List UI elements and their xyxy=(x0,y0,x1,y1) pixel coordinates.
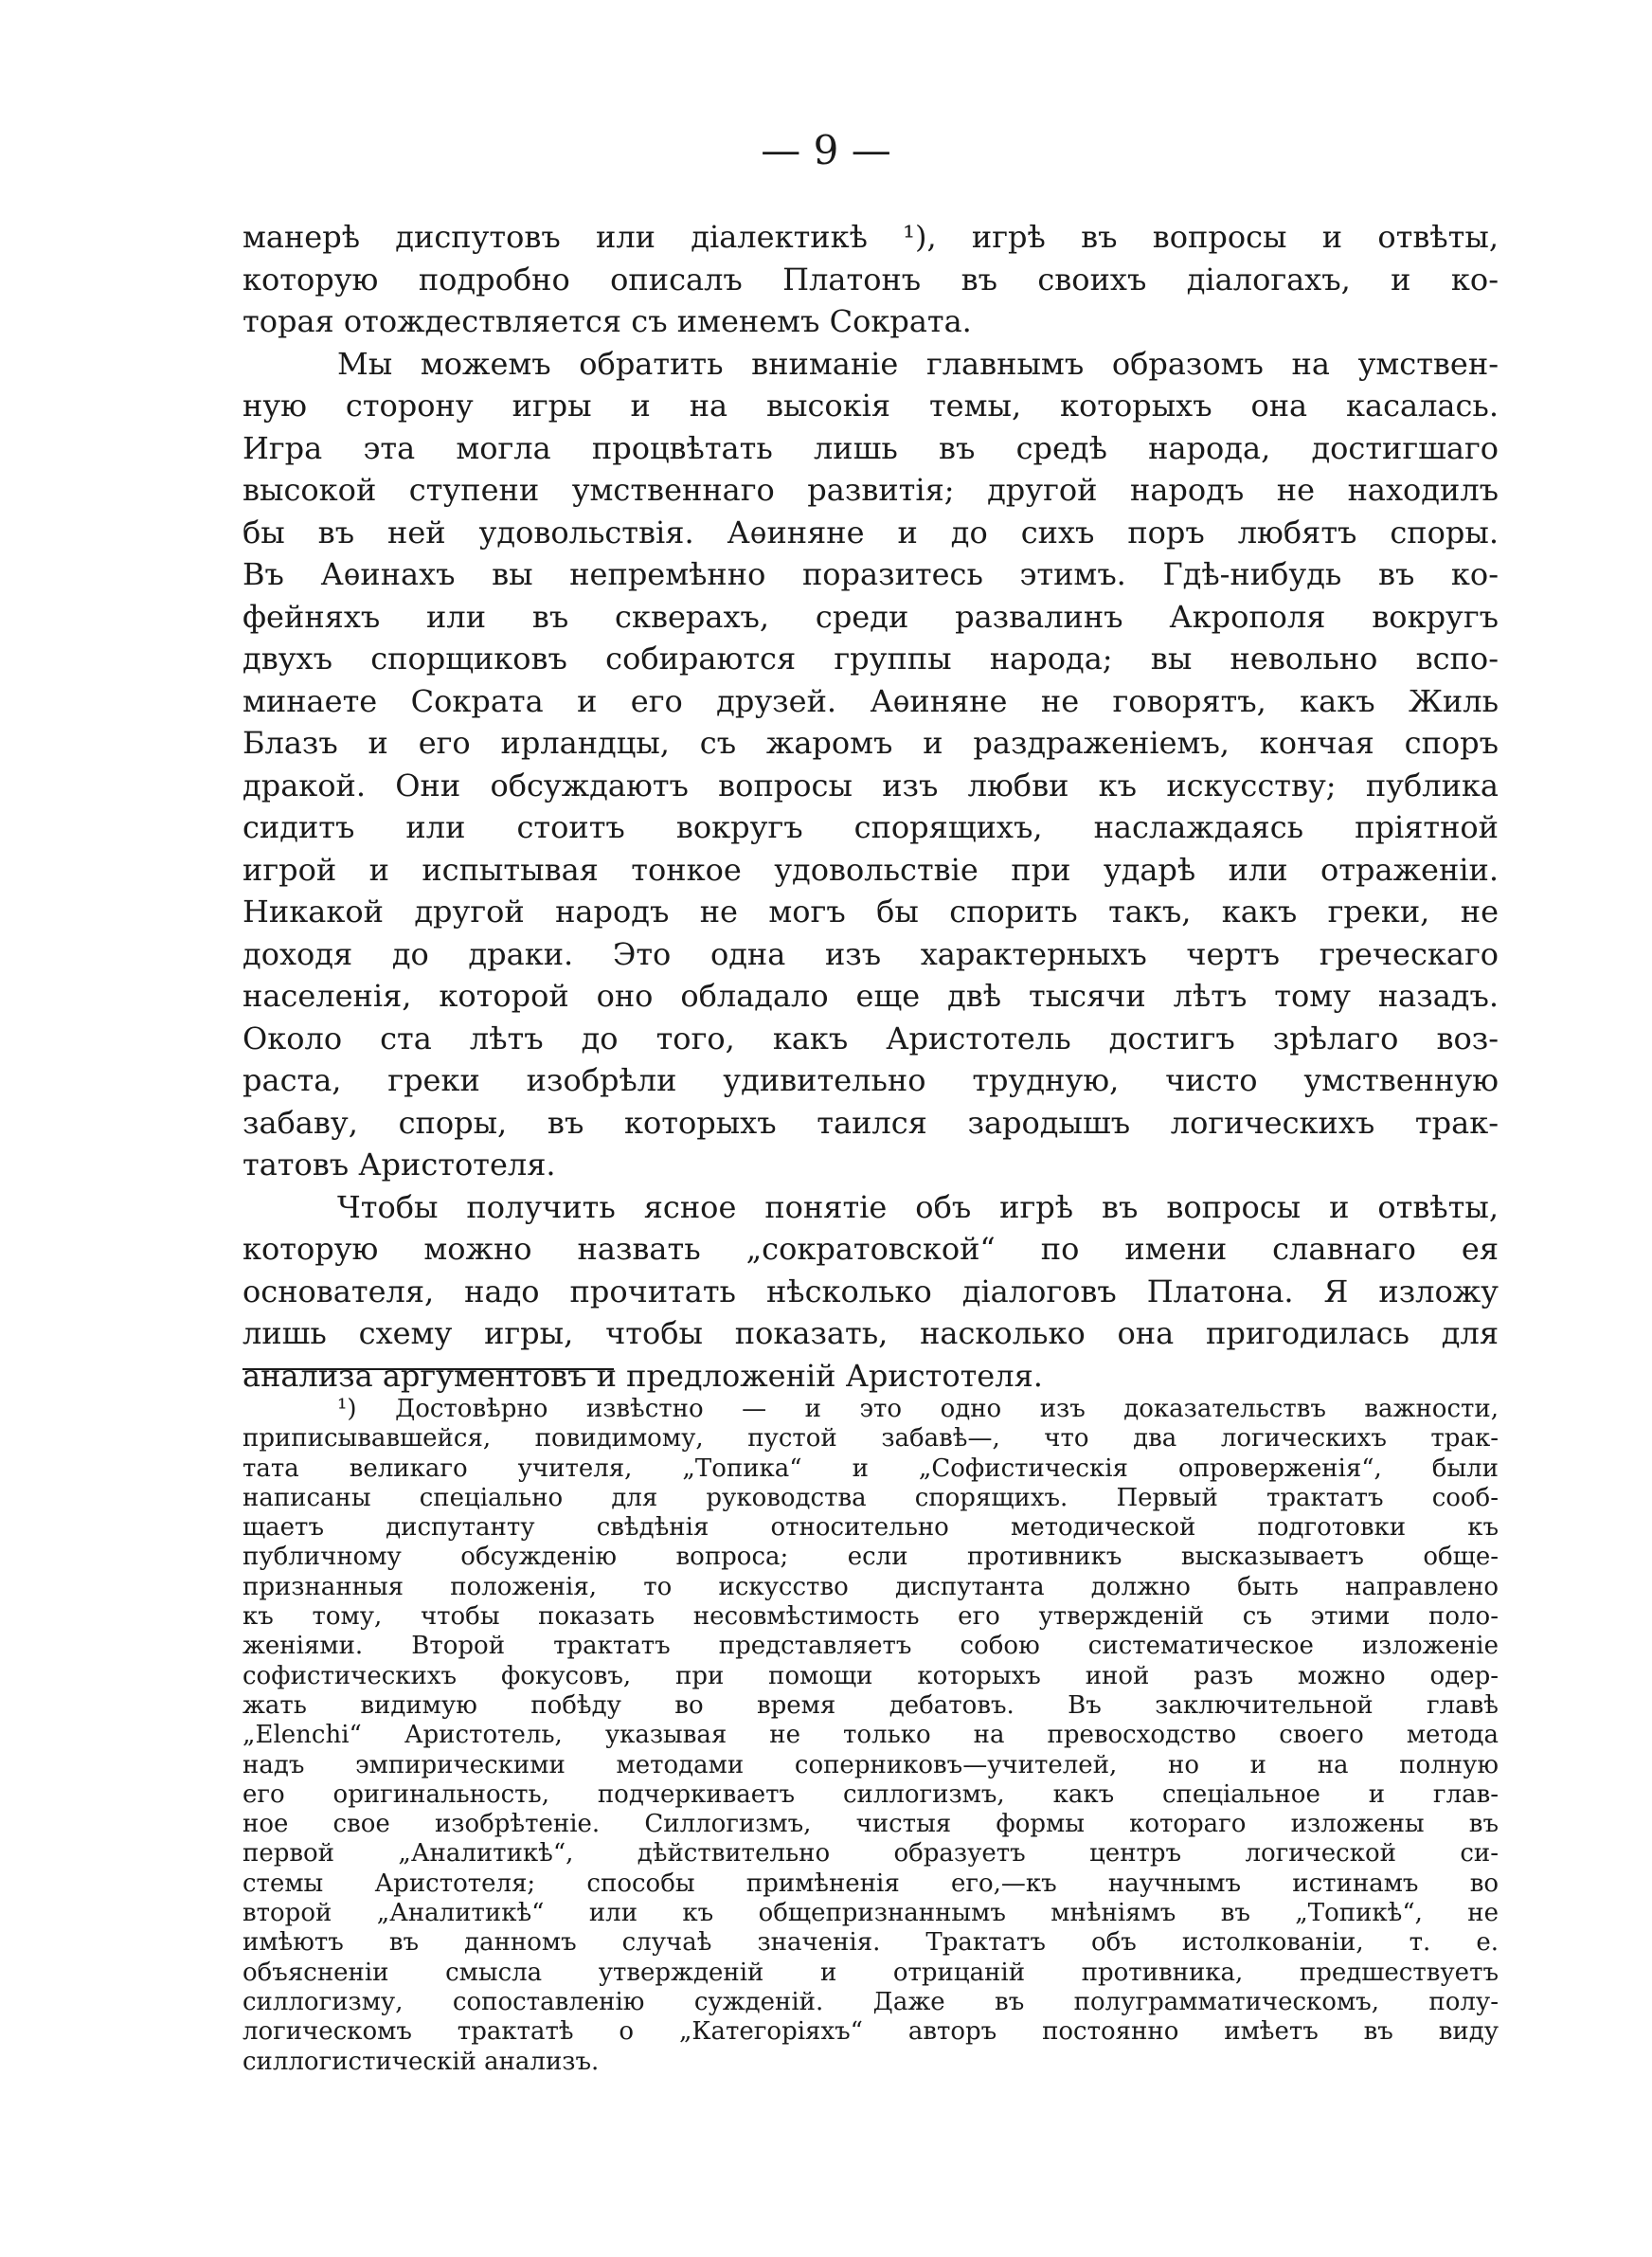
text-line: ную сторону игры и на высокія темы, которыхъ она касалась. xyxy=(242,388,1499,424)
text-line: населенія, которой оно обладало еще двѣ тысячи лѣтъ тому назадъ. xyxy=(242,978,1499,1014)
footnote-separator xyxy=(242,1368,614,1370)
paragraph xyxy=(242,216,1499,343)
footnote-line: его оригинальность, подчеркиваетъ силлогизмъ, какъ спеціальное и глав- xyxy=(242,1779,1499,1809)
footnote-line: написаны спеціально для руководства спорящихъ. Первый трактатъ сооб- xyxy=(242,1483,1499,1512)
text-line: Около ста лѣтъ до того, какъ Аристотель достигъ зрѣлаго воз- xyxy=(242,1020,1499,1056)
footnote-line: къ тому, чтобы показать несовмѣстимость его утвержденій съ этими поло- xyxy=(242,1602,1499,1632)
footnote-line: логическомъ трактатѣ о „Категоріяхъ“ авторъ постоянно имѣетъ въ виду xyxy=(242,2017,1499,2047)
footnote-line: приписывавшейся, повидимому, пустой забавѣ—, что два логическихъ трак- xyxy=(242,1424,1499,1454)
footnote-line: надъ эмпирическими методами соперниковъ—учителей, но и на полную xyxy=(242,1750,1499,1779)
footnote-line: тата великаго учителя, „Топика“ и „Софистическія опроверженія“, были xyxy=(242,1454,1499,1483)
text-line: Чтобы получить ясное понятіе объ игрѣ въ вопросы и отвѣты, xyxy=(337,1188,1499,1225)
footnote-line: имѣютъ въ данномъ случаѣ значенія. Трактатъ объ истолкованіи, т. е. xyxy=(242,1928,1499,1958)
paragraph xyxy=(242,343,1499,1186)
text-line: Мы можемъ обратить вниманіе главнымъ образомъ на умствен- xyxy=(337,345,1499,382)
footnote-line: силлогистическій анализъ. xyxy=(242,2047,600,2076)
text-line: бы въ ней удовольствія. Аѳиняне и до сихъ поръ любятъ споры. xyxy=(242,514,1499,551)
text-line: Игра эта могла процвѣтать лишь въ средѣ народа, достигшаго xyxy=(242,429,1499,466)
text-line: которую подробно описалъ Платонъ въ своихъ діалогахъ, и ко- xyxy=(242,261,1499,298)
text-line: Въ Аѳинахъ вы непремѣнно поразитесь этимъ. Гдѣ-нибудь въ ко- xyxy=(242,556,1499,592)
text-line: раста, греки изобрѣли удивительно трудную, чисто умственную xyxy=(242,1062,1499,1098)
text-line: двухъ спорщиковъ собираются группы народа; вы невольно вспо- xyxy=(242,641,1499,677)
text-line: Блазъ и его ирландцы, съ жаромъ и раздраженіемъ, кончая споръ xyxy=(242,725,1499,761)
text-line: манерѣ диспутовъ или діалектикѣ ¹), игрѣ въ вопросы и отвѣты, xyxy=(242,219,1499,255)
text-line: торая отождествляется съ именемъ Сократа. xyxy=(242,303,972,339)
text-line: дракой. Они обсуждаютъ вопросы изъ любви къ искусству; публика xyxy=(242,767,1499,803)
footnote-line: ное свое изобрѣтеніе. Силлогизмъ, чистыя формы котораго изложены въ xyxy=(242,1810,1499,1839)
footnote-line: первой „Аналитикѣ“, дѣйствительно образуетъ центръ логической си- xyxy=(242,1839,1499,1869)
footnote-line: объясненіи смысла утвержденій и отрицаній противника, предшествуетъ xyxy=(242,1958,1499,1987)
footnote-line: „Elenchi“ Аристотель, указывая не только на превосходство своего метода xyxy=(242,1721,1499,1750)
text-line: минаете Сократа и его друзей. Аѳиняне не говорятъ, какъ Жиль xyxy=(242,682,1499,719)
page-number: — 9 — xyxy=(761,127,891,173)
footnote-line: публичному обсужденію вопроса; если противникъ высказываетъ обще- xyxy=(242,1543,1499,1572)
text-line: Никакой другой народъ не могъ бы спорить такъ, какъ греки, не xyxy=(242,894,1499,930)
main-text xyxy=(242,216,1499,1397)
paragraph xyxy=(242,1186,1499,1398)
footnote-line: стемы Аристотеля; способы примѣненія его,—къ научнымъ истинамъ во xyxy=(242,1869,1499,1898)
text-line: высокой ступени умственнаго развитія; другой народъ не находилъ xyxy=(242,472,1499,508)
footnote-line: софистическихъ фокусовъ, при помощи которыхъ иной разъ можно одер- xyxy=(242,1661,1499,1690)
text-line: доходя до драки. Это одна изъ характерныхъ чертъ греческаго xyxy=(242,935,1499,972)
footnote-line: женіями. Второй трактатъ представляетъ собою систематическое изложеніе xyxy=(242,1632,1499,1661)
text-line: основателя, надо прочитать нѣсколько діалоговъ Платона. Я изложу xyxy=(242,1273,1499,1309)
footnote-line: признанныя положенія, то искусство диспутанта должно быть направлено xyxy=(242,1572,1499,1601)
text-line: анализа аргументовъ и предложеній Аристотеля. xyxy=(242,1357,1043,1394)
text-line: сидитъ или стоитъ вокругъ спорящихъ, наслаждаясь пріятной xyxy=(242,809,1499,845)
footnote xyxy=(242,1395,1499,2077)
text-line: игрой и испытывая тонкое удовольствіе при ударѣ или отраженіи. xyxy=(242,851,1499,888)
footnote-line: жать видимую побѣду во время дебатовъ. Въ заключительной главѣ xyxy=(242,1690,1499,1720)
text-line: татовъ Аристотеля. xyxy=(242,1147,556,1183)
text-line: лишь схему игры, чтобы показать, насколько она пригодилась для xyxy=(242,1315,1499,1351)
footnote-line: щаетъ диспутанту свѣдѣнія относительно методической подготовки къ xyxy=(242,1513,1499,1543)
text-line: которую можно назвать „сократовской“ по имени славнаго ея xyxy=(242,1231,1499,1267)
text-line: фейняхъ или въ скверахъ, среди развалинъ Акрополя вокругъ xyxy=(242,598,1499,635)
footnote-line: ¹) Достовѣрно извѣстно — и это одно изъ доказательствъ важности, xyxy=(337,1395,1499,1423)
footnote-line: второй „Аналитикѣ“ или къ общепризнаннымъ мнѣніямъ въ „Топикѣ“, не xyxy=(242,1899,1499,1928)
footnote-line: силлогизму, сопоставленію сужденій. Даже въ полуграмматическомъ, полу- xyxy=(242,1987,1499,2016)
text-line: забаву, споры, въ которыхъ таился зародышъ логическихъ трак- xyxy=(242,1104,1499,1141)
